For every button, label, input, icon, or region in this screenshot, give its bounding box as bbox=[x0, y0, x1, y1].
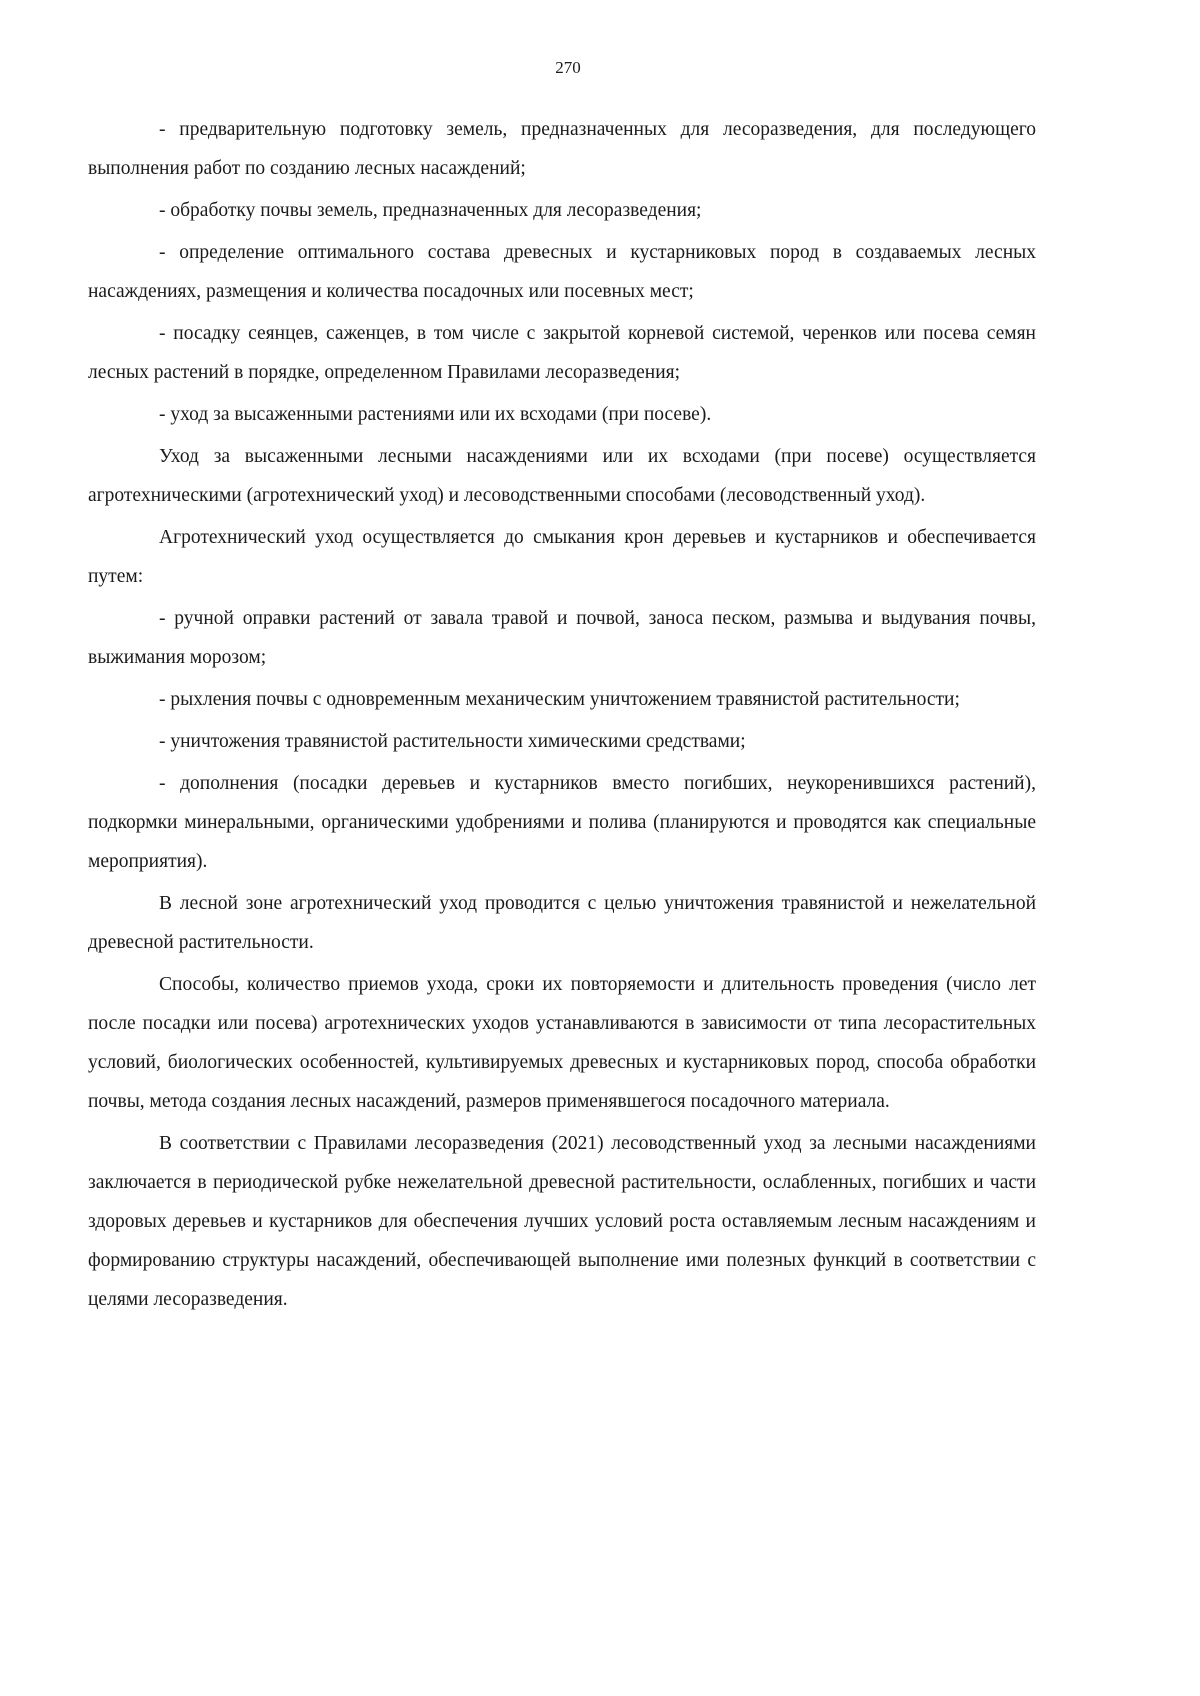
list-item-supplementation: - дополнения (посадки деревьев и кустарников вместо погибших, неукоренившихся растений), подкормки минеральными, органическими удобрениями и полива (планируются и проводятся как специальные мероприятия). bbox=[88, 773, 1036, 872]
list-item-land-preparation: - предварительную подготовку земель, предназначенных для лесоразведения, для последующего выполнения работ по созданию лесных насаждений; bbox=[88, 119, 1036, 179]
paragraph-care-methods: Уход за высаженными лесными насаждениями или их всходами (при посеве) осуществляется агротехническими (агротехнический уход) и лесоводственными способами (лесоводственный уход). bbox=[88, 446, 1036, 506]
list-item-soil-treatment: - обработку почвы земель, предназначенных для лесоразведения; bbox=[159, 200, 702, 221]
list-item-manual-straightening: - ручной оправки растений от завала травой и почвой, заноса песком, размыва и выдувания почвы, выжимания морозом; bbox=[88, 608, 1036, 668]
list-item-species-composition: - определение оптимального состава древесных и кустарниковых пород в создаваемых лесных насаждениях, размещения и количества посадочных или посевных мест; bbox=[88, 242, 1036, 302]
document-body bbox=[88, 110, 1036, 1322]
paragraph-forest-zone: В лесной зоне агротехнический уход проводится с целью уничтожения травянистой и нежелательной древесной растительности. bbox=[88, 893, 1036, 953]
page-number: 270 bbox=[555, 58, 581, 77]
list-item-loosening: - рыхления почвы с одновременным механическим уничтожением травянистой растительности; bbox=[159, 689, 960, 710]
paragraph-silvicultural-care: В соответствии с Правилами лесоразведения (2021) лесоводственный уход за лесными насаждениями заключается в периодической рубке нежелательной древесной растительности, ослабленных, погибших и части здоровых деревьев и кустарников для обеспечения лучших условий роста оставляемым лесным насаждениям и формированию структуры насаждений, обеспечивающей выполнение ими полезных функций в соответствии с целями лесоразведения. bbox=[88, 1133, 1036, 1310]
list-item-care: - уход за высаженными растениями или их всходами (при посеве). bbox=[159, 404, 712, 425]
paragraph-care-schedule: Способы, количество приемов ухода, сроки их повторяемости и длительность проведения (число лет после посадки или посева) агротехнических уходов устанавливаются в зависимости от типа лесорастительных условий, биологических особенностей, культивируемых древесных и кустарниковых пород, способа обработки почвы, метода создания лесных насаждений, размеров применявшегося посадочного материала. bbox=[88, 974, 1036, 1112]
paragraph-agrotechnical-care: Агротехнический уход осуществляется до смыкания крон деревьев и кустарников и обеспечивается путем: bbox=[88, 527, 1036, 587]
list-item-planting: - посадку сеянцев, саженцев, в том числе с закрытой корневой системой, черенков или посева семян лесных растений в порядке, определенном Правилами лесоразведения; bbox=[88, 323, 1036, 383]
list-item-chemical-control: - уничтожения травянистой растительности химическими средствами; bbox=[159, 731, 746, 752]
